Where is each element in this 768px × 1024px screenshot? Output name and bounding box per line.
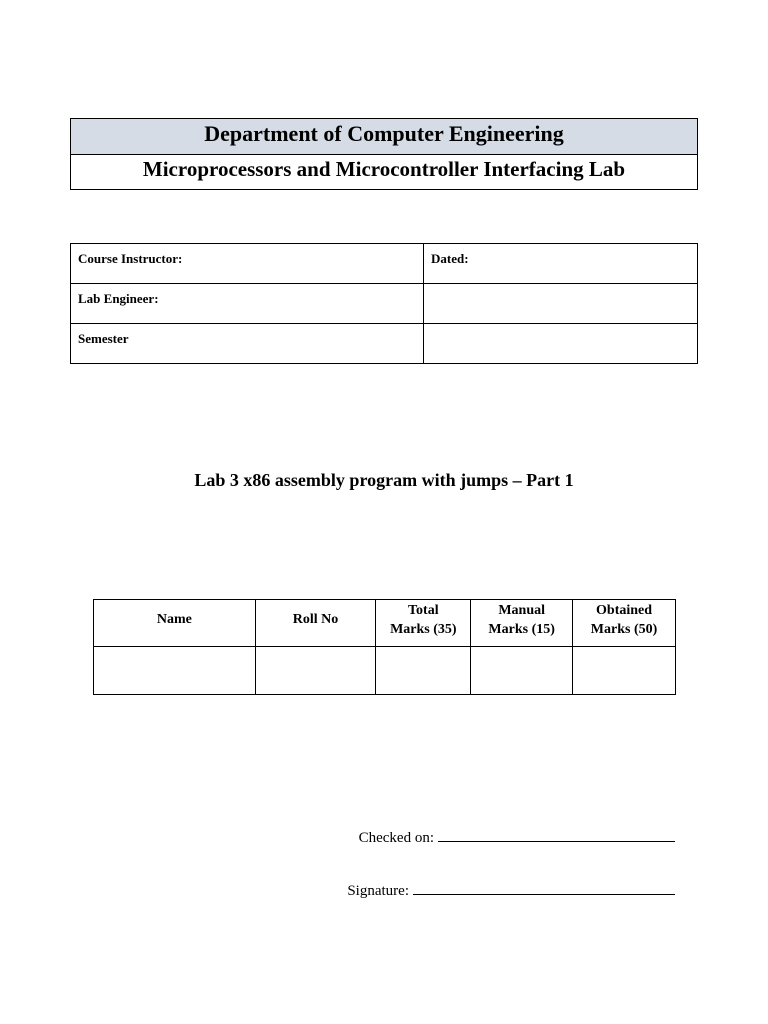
- roll-no-header: Roll No: [255, 600, 376, 647]
- total-marks-header-line1: Total: [408, 603, 439, 618]
- checked-on-line: [359, 827, 675, 847]
- dated-label: Dated:: [424, 244, 698, 284]
- total-marks-cell: [376, 647, 471, 695]
- obtained-marks-cell: [573, 647, 676, 695]
- semester-label: Semester: [71, 324, 424, 364]
- table-row: [71, 284, 698, 324]
- obtained-marks-header-line1: Obtained: [596, 603, 653, 618]
- semester-value-cell: [424, 324, 698, 364]
- table-row: [71, 324, 698, 364]
- signature-label: Signature:: [347, 883, 409, 899]
- name-header: Name: [94, 600, 256, 647]
- manual-marks-cell: [471, 647, 573, 695]
- manual-marks-header-line2: Marks (15): [488, 622, 555, 637]
- department-title: Department of Computer Engineering: [71, 119, 697, 155]
- lab-engineer-label: Lab Engineer:: [71, 284, 424, 324]
- table-row: [71, 244, 698, 284]
- name-cell: [94, 647, 256, 695]
- marks-table: [93, 599, 676, 695]
- course-info-table: [70, 243, 698, 364]
- signature-line: [347, 880, 675, 900]
- checked-on-label: Checked on:: [358, 830, 434, 846]
- manual-marks-header-line1: Manual: [498, 603, 545, 618]
- course-instructor-label: Course Instructor:: [71, 244, 424, 284]
- table-row: [94, 647, 676, 695]
- lab-engineer-value-cell: [424, 284, 698, 324]
- obtained-marks-header: [573, 600, 676, 647]
- manual-marks-header: [471, 600, 573, 647]
- signature-blank: [413, 880, 675, 895]
- checked-on-blank: [438, 827, 675, 842]
- total-marks-header: [376, 600, 471, 647]
- total-marks-header-line2: Marks (35): [390, 622, 457, 637]
- lab-name-title: Microprocessors and Microcontroller Interfacing Lab: [142, 157, 626, 181]
- department-header-box: [70, 118, 698, 190]
- table-header-row: [94, 600, 676, 647]
- roll-no-cell: [255, 647, 376, 695]
- lab-title: Lab 3 x86 assembly program with jumps – Part 1: [194, 470, 574, 490]
- obtained-marks-header-line2: Marks (50): [590, 622, 658, 637]
